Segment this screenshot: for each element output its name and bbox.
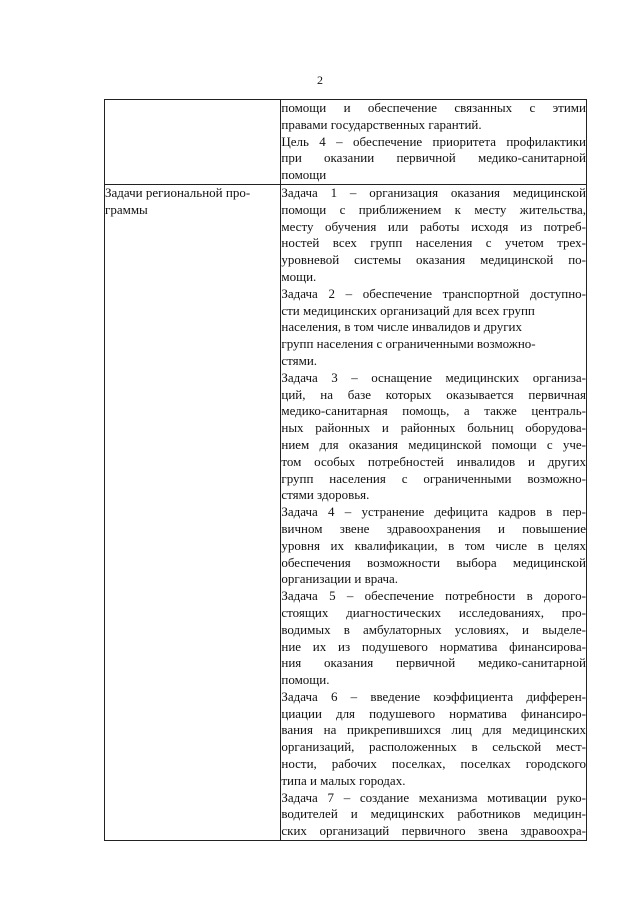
row2-right-cell: [281, 184, 587, 840]
text-line: обеспечения возможности выбора медицинской: [281, 554, 586, 570]
text-line: организаций, расположенных в сельской мест-: [281, 739, 586, 755]
text-line: помощи.: [281, 672, 330, 688]
row1-text-block: [281, 100, 586, 184]
row1-right-cell: [281, 100, 587, 185]
text-line: том особых потребностей инвалидов и других: [281, 453, 586, 469]
text-line: при оказании первичной медико-санитарной: [281, 150, 586, 166]
text-line: вичном звене здравоохранения и повышение: [281, 520, 586, 536]
row1-left-cell: [105, 100, 281, 185]
text-line: помощи и обеспечение связанных с этими: [281, 100, 586, 115]
text-line: Задача 7 – создание механизма мотивации руко-: [281, 789, 586, 805]
text-line: стями здоровья.: [281, 487, 370, 503]
text-line: ния оказания первичной медико-санитарной: [281, 655, 586, 671]
text-line: водителей и медицинских работников медицин-: [281, 806, 586, 822]
text-line: ности, рабочих поселках, поселках городского: [281, 756, 586, 772]
page-number: 2: [317, 73, 323, 87]
text-line: ных районных и районных больниц оборудова-: [281, 420, 586, 436]
text-line: помощи: [281, 167, 327, 183]
text-line: организации и врача.: [281, 571, 399, 587]
text-line: помощи с приближением к месту жительства,: [281, 201, 586, 217]
text-line: уровневой системы оказания медицинской по-: [281, 252, 586, 268]
text-line: водимых в амбулаторных условиях, и выделе-: [281, 621, 586, 637]
text-line: Задача 1 – организация оказания медицинской: [281, 184, 586, 200]
text-line: ций, на базе которых оказывается первичная: [281, 386, 586, 402]
text-line: Цель 4 – обеспечение приоритета профилактики: [281, 133, 586, 149]
text-line: медико-санитарная помощь, а также централь-: [281, 403, 586, 419]
text-line: сти медицинских организаций для всех групп: [281, 302, 535, 318]
text-line: ностей всех групп населения с учетом трех-: [281, 235, 586, 251]
text-line: Задача 4 – устранение дефицита кадров в пер-: [281, 504, 586, 520]
row2-left-cell: [105, 184, 281, 840]
text-line: ских организаций первичного звена здравоохра-: [281, 823, 586, 839]
row2-label-line: Задачи региональной про-: [105, 184, 251, 200]
text-line: правами государственных гарантий.: [281, 116, 482, 132]
text-line: циации для подушевого норматива финансиро-: [281, 705, 586, 721]
text-line: Задача 6 – введение коэффициента дифферен-: [281, 688, 586, 704]
text-line: Задача 5 – обеспечение потребности в дорого-: [281, 588, 586, 604]
text-line: ние их из подушевого норматива финансирова-: [281, 638, 586, 654]
text-line: вания на прикрепившихся лиц для медицинских: [281, 722, 586, 738]
text-line: мощи.: [281, 268, 317, 284]
text-line: типа и малых городах.: [281, 772, 406, 788]
text-line: стями.: [281, 352, 318, 368]
text-line: стоящих диагностических исследованиях, про-: [281, 604, 586, 620]
program-table: [104, 99, 587, 841]
text-line: нием для оказания медицинской помощи с уче-: [281, 436, 586, 452]
table-row-tasks: [105, 184, 587, 840]
row2-text-block: [281, 185, 586, 840]
row2-label-line: граммы: [105, 201, 148, 217]
text-line: групп населения с ограниченными возможно-: [281, 470, 586, 486]
text-line: Задача 2 – обеспечение транспортной доступно-: [281, 285, 586, 301]
text-line: населения, в том числе инвалидов и других: [281, 319, 522, 335]
text-line: месту обучения или работы исходя из потреб-: [281, 218, 586, 234]
text-line: уровня их квалификации, в том числе в целях: [281, 537, 586, 553]
table-row-goals-continued: [105, 100, 587, 185]
text-line: групп населения с ограниченными возможно-: [281, 336, 536, 352]
text-line: Задача 3 – оснащение медицинских организа-: [281, 369, 586, 385]
